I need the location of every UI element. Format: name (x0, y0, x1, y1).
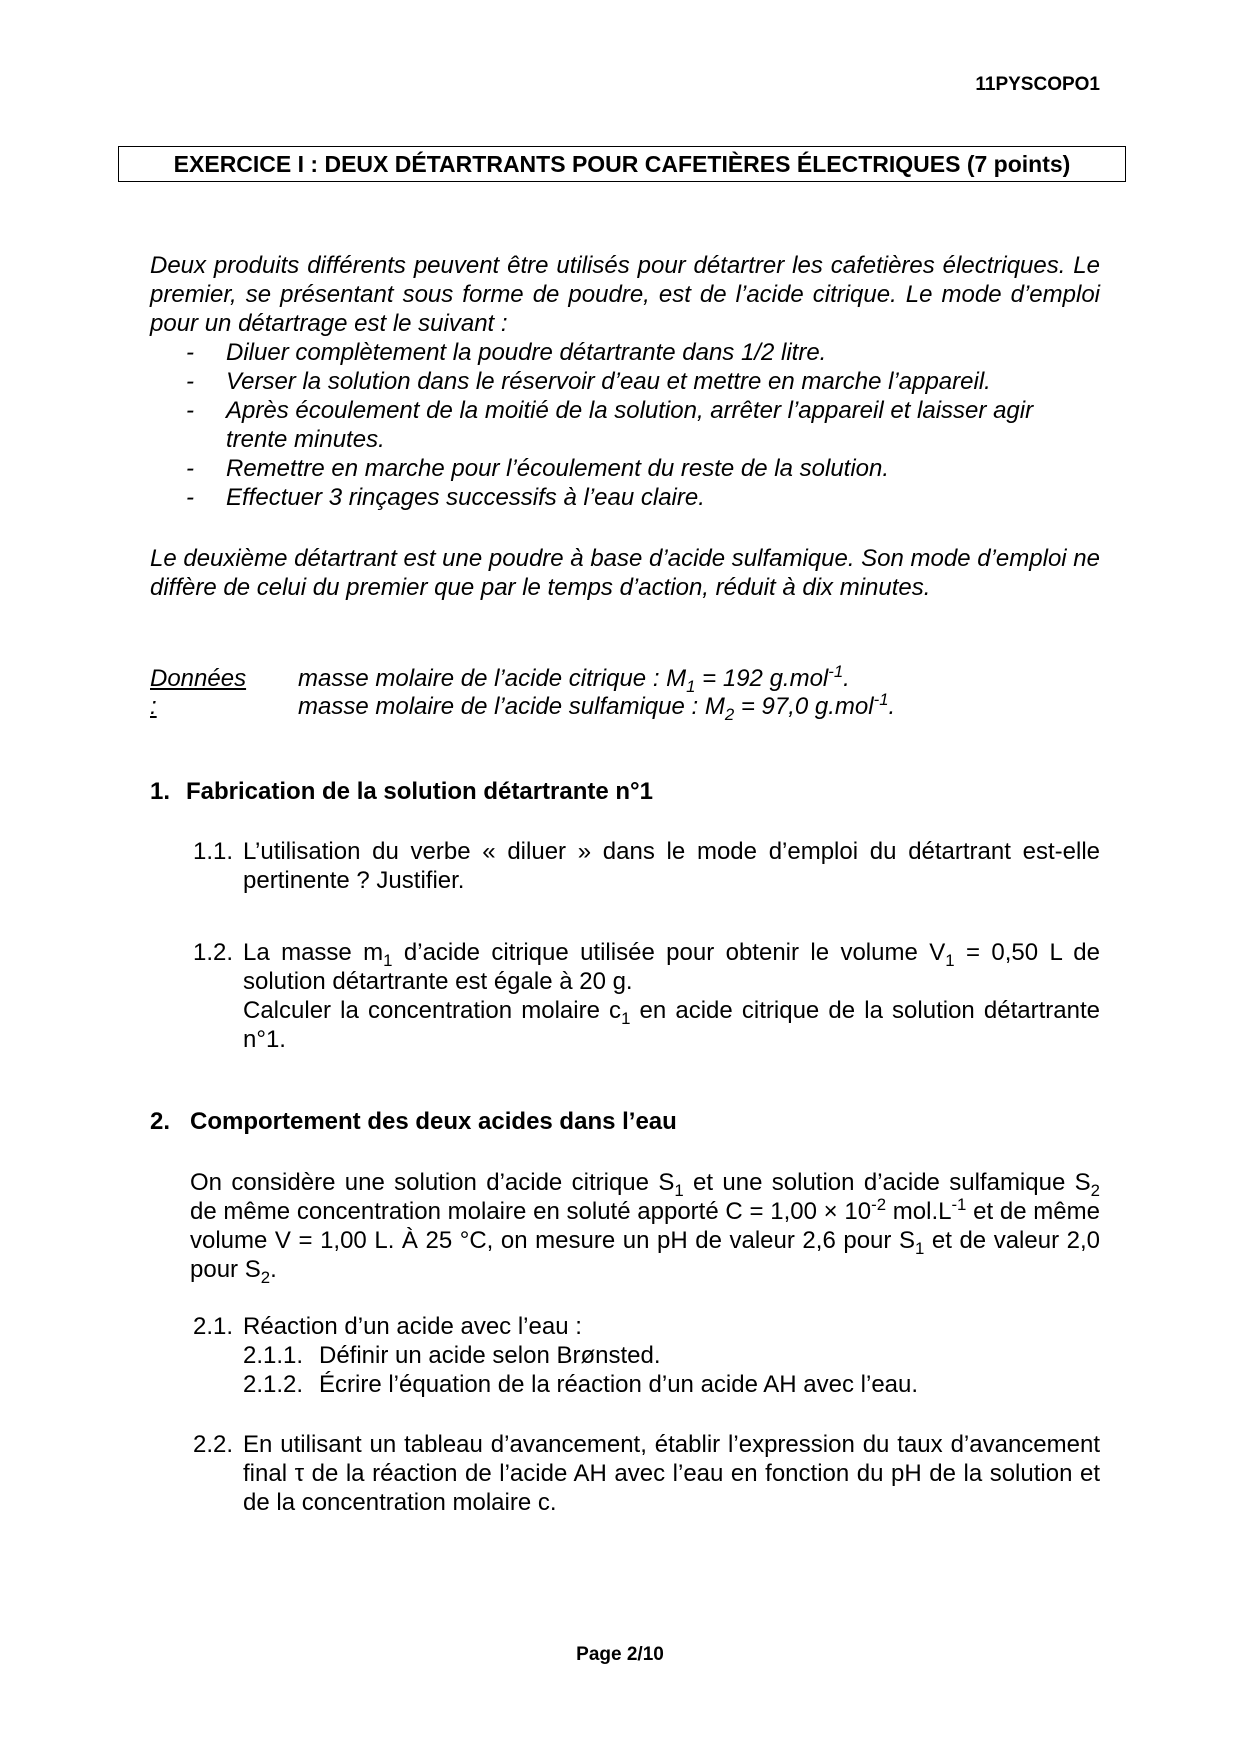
usage-step: - Remettre en marche pour l’écoulement du reste de la solution. (150, 454, 1100, 483)
document-code: 11PYSCOPO1 (975, 74, 1100, 95)
usage-step: - Diluer complètement la poudre détartrante dans 1/2 litre. (150, 338, 1100, 367)
second-descaler-paragraph: Le deuxième détartrant est une poudre à base d’acide sulfamique. Son mode d’emploi ne diffère de celui du premier que par le temps d’action, réduit à dix minutes. (150, 545, 1100, 601)
usage-step: - Effectuer 3 rinçages successifs à l’eau claire. (150, 483, 1100, 512)
question-2-1-2: 2.1.2. Écrire l’équation de la réaction d’un acide AH avec l’eau. (243, 1371, 919, 1398)
usage-step: - Après écoulement de la moitié de la solution, arrêter l’appareil et laisser agir trente minutes. (150, 396, 1100, 454)
section-1-heading: 1. Fabrication de la solution détartrante n°1 (150, 778, 654, 805)
data-values (298, 662, 896, 724)
page-number: Page 2/10 (576, 1644, 664, 1665)
question-1-1: 1.1. L’utilisation du verbe « diluer » dans le mode d’emploi du détartrant est-elle pertinente ? Justifier. (193, 838, 1100, 894)
section-2-intro: On considère une solution d’acide citrique $S_1$ et une solution d’acide sulfamique $S_2$ de même concentration molaire en soluté apporté $C = 1,00 \times 10^{-2}$ $mol.L^{-1}$ et de même volume V = 1,00 L. À 25 °C, on mesure un pH de valeur 2,6 pour $S_1$ et de valeur 2,0 pour $S_2$. (190, 1169, 1100, 1287)
molar-mass-sulfamic: masse molaire de l’acide sulfamique : $M_2 = 97,0$ g.mol$^{-1}$. (298, 690, 896, 724)
usage-steps (150, 338, 1100, 512)
question-2-1: 2.1. Réaction d’un acide avec l’eau : (193, 1313, 582, 1340)
question-2-1-1: 2.1.1. Définir un acide selon Brønsted. (243, 1342, 661, 1369)
question-2-2: 2.2. En utilisant un tableau d’avancement, établir l’expression du taux d’avancement final τ de la réaction de l’acide AH avec l’eau en fonction du pH de la solution et de la concentration molaire c. (193, 1431, 1100, 1516)
molar-mass-citric: masse molaire de l’acide citrique : $M_1 = 192$ g.mol$^{-1}$. (298, 662, 850, 696)
question-1-2: 1.2. La masse $m_1$ d’acide citrique utilisée pour obtenir le volume $V_1 = 0,50$ L de solution détartrante est égale à 20 g. Calculer la concentration molaire $c_1$ en acide citrique de la solution détartrante n°1. (193, 939, 1100, 1053)
exercise-title: EXERCICE I : DEUX DÉTARTRANTS POUR CAFETIÈRES ÉLECTRIQUES (7 points) (118, 146, 1126, 182)
usage-step: - Verser la solution dans le réservoir d’eau et mettre en marche l’appareil. (150, 367, 1100, 396)
intro-block (150, 251, 1100, 512)
section-2-heading: 2. Comportement des deux acides dans l’eau (150, 1108, 677, 1135)
data-label: Données : (150, 665, 247, 720)
intro-paragraph: Deux produits différents peuvent être utilisés pour détartrer les cafetières électriques. Le premier, se présentant sous forme de poudre, est de l’acide citrique. Le mode d’emploi pour un détartrage est le suivant : (150, 252, 1100, 337)
